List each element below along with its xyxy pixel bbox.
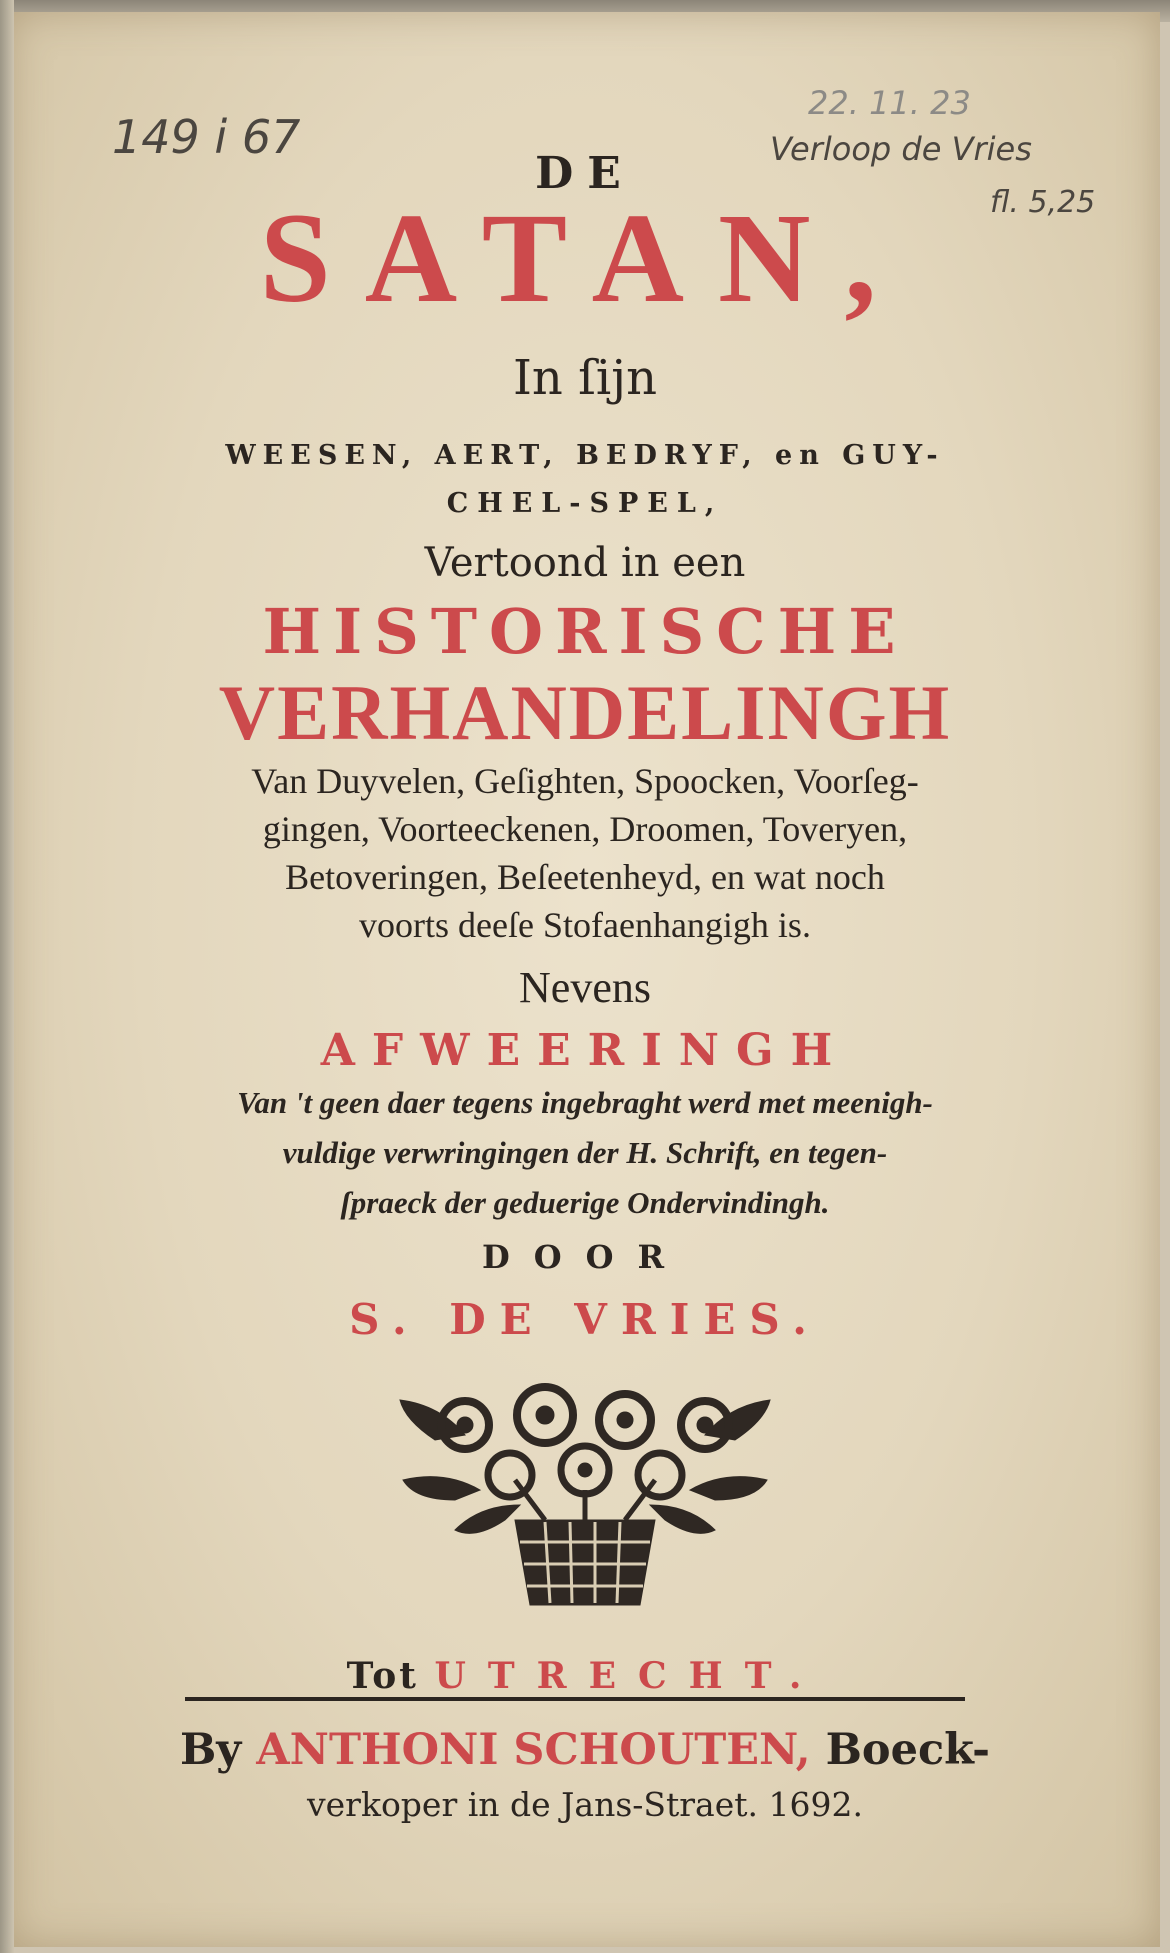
shelfmark-note: 149 i 67	[112, 110, 301, 164]
nevens-line: Nevens	[519, 963, 651, 1012]
body-line: Betoveringen, Beſeetenheyd, en wat noch	[285, 857, 885, 897]
flower-basket-icon	[395, 1380, 775, 1620]
title-satan: SATAN,	[259, 187, 911, 329]
subtitle-line-1: WEESEN, AERT, BEDRYF, en GUY-	[225, 440, 945, 471]
provenance-note: Verloop de Vries	[770, 130, 1032, 168]
subtitle-line-2: CHEL-SPEL,	[446, 488, 724, 519]
date-note: 22. 11. 23	[808, 84, 971, 122]
publisher-name: ANTHONI SCHOUTEN,	[256, 1725, 811, 1775]
imprint-rule	[185, 1697, 965, 1701]
by-label: By	[179, 1725, 242, 1775]
door-line: DOOR	[481, 1238, 689, 1276]
vertoond-line: Vertoond in een	[424, 540, 746, 586]
verhandelingh-heading: VERHANDELINGH	[218, 669, 952, 756]
body-line: gingen, Voorteeckenen, Droomen, Toveryen,	[262, 809, 908, 849]
tot-label: Tot	[346, 1655, 419, 1697]
boeck-label: Boeck-	[825, 1725, 991, 1775]
author-name: S. DE VRIES.	[349, 1295, 821, 1344]
place-of-publication	[0, 1655, 1170, 1697]
italic-line: Van 't geen daer tegens ingebraght werd met meenigh-	[237, 1085, 933, 1120]
italic-line: vuldige verwringingen der H. Schrift, en tegen-	[282, 1135, 888, 1170]
body-line: Van Duyvelen, Geſighten, Spoocken, Voorſeg-	[251, 761, 919, 801]
title-in-sijn: In ſijn	[512, 350, 658, 406]
historische-heading: HISTORISCHE	[262, 595, 908, 668]
afweeringh-heading: AFWEERINGH	[320, 1025, 850, 1076]
city-name: UTRECHT.	[434, 1655, 824, 1697]
imprint-line-1	[0, 1725, 1170, 1775]
imprint-line-2: verkoper in de Jans-Straet. 1692.	[307, 1785, 863, 1824]
price-note: fl. 5,25	[990, 185, 1096, 220]
body-line: voorts deeſe Stofaenhangigh is.	[359, 905, 811, 945]
italic-line: ſpraeck der geduerige Ondervindingh.	[340, 1185, 830, 1220]
title-de: DE	[535, 148, 635, 199]
